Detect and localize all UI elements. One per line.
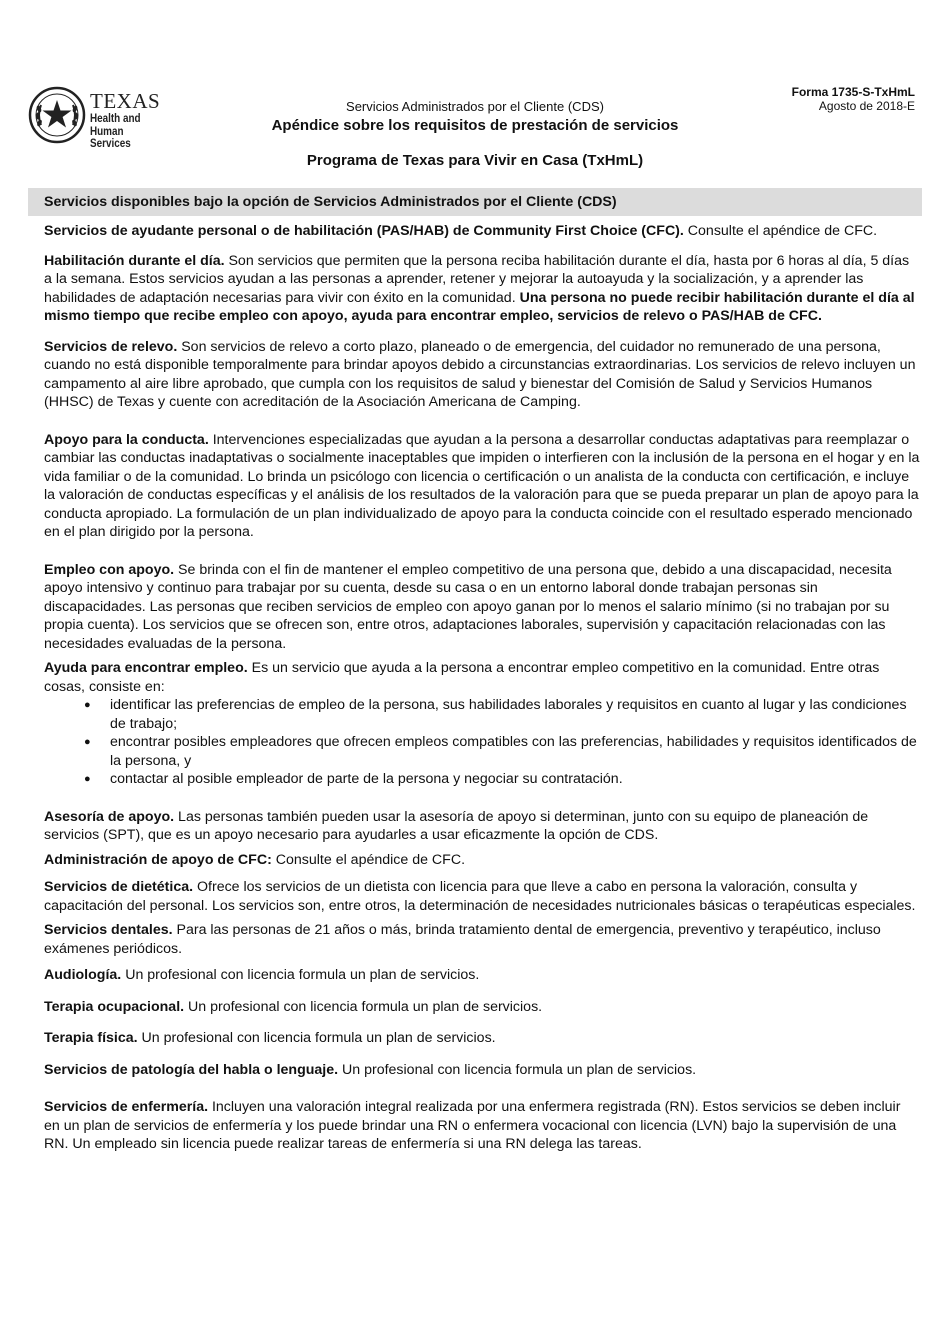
logo-wordmark: TEXAS (90, 89, 161, 113)
list-item: ● contactar al posible empleador de parte de la persona y negociar su contratación. (44, 770, 920, 789)
section-physical-therapy-title: Terapia física. (44, 1030, 138, 1046)
section-dental-title: Servicios dentales. (44, 922, 173, 938)
section-pas (44, 222, 920, 241)
section-audiology-text: Un profesional con licencia formula un plan de servicios. (121, 967, 480, 983)
form-number: Forma 1735-S-TxHmL (791, 85, 915, 99)
section-respite-text: Son servicios de relevo a corto plazo, planeado o de emergencia, del cuidador no remunerado de una persona, cuando no está disponible temporalmente para brindar apoyos debido a circunstancias extraordinarias. Los servicios de relevo incluyen un campamento al aire libre aprobado, que cumpla con los requisitos de salud y bienestar del Comisión de Salud y Servicios Humanos (HHSC) de Texas y cuente con acreditación de la Asociación Americana de Camping. (44, 338, 916, 410)
page-subtitle: Programa de Texas para Vivir en Casa (TxHmL) (306, 152, 644, 169)
section-supported-employment (44, 561, 920, 654)
section-cfc-admin (44, 851, 920, 870)
section-respite (44, 338, 920, 412)
section-occupational-therapy-title: Terapia ocupacional. (44, 998, 185, 1015)
section-speech-pathology-title: Servicios de patología del habla o lenguaje. (44, 1061, 339, 1078)
section-support-advisor (44, 808, 920, 845)
form-date: Agosto de 2018-E (818, 99, 915, 113)
section-supported-employment-text: Se brinda con el fin de mantener el empleo competitivo de una persona que, debido a una discapacidad, necesita apoyo intensivo y continuo para trabajar por su cuenta, desde su casa o en un entorno laboral donde trabajan personas sin discapacidades. Las personas que reciben servicios de empleo con apoyo ganan por lo menos el salario mínimo (si no trabajan por su propia cuenta). Los servicios que se ofrecen son, entre otros, adaptaciones laborales, supervisión y capacitación relacionadas con las necesidades evaluadas de la persona. (44, 561, 892, 652)
section-day-habilitation-title: Habilitación durante el día. (44, 252, 225, 269)
section-employment-assistance-title: Ayuda para encontrar empleo. (44, 660, 248, 676)
texas-seal-icon (28, 85, 86, 145)
page-title: Apéndice sobre los requisitos de prestación de servicios (271, 117, 679, 134)
section-supported-employment-title: Empleo con apoyo. (44, 561, 175, 578)
section-cfc-admin-text: Consulte el apéndice de CFC. (271, 851, 466, 868)
section-employment-assistance (44, 659, 920, 696)
texas-hhs-logo (28, 85, 188, 150)
section-physical-therapy (44, 1029, 920, 1048)
list-item: ● encontrar posibles empleadores que ofrecen empleos compatibles con las preferencias, habilidades y requisitos identificados de la persona, y (44, 733, 920, 770)
section-day-habilitation (44, 252, 920, 326)
section-speech-pathology-text: Un profesional con licencia formula un plan de servicios. (338, 1061, 697, 1078)
section-behavior-support-title: Apoyo para la conducta. (44, 431, 209, 448)
section-dietary-title: Servicios de dietética. (44, 879, 194, 895)
document-body (44, 222, 920, 1154)
section-nursing (44, 1098, 920, 1154)
header-program-line: Servicios Administrados por el Cliente (CDS) (346, 99, 604, 114)
section-nursing-title: Servicios de enfermería. (44, 1099, 209, 1115)
section-audiology (44, 966, 920, 985)
section-support-advisor-title: Asesoría de apoyo. (44, 808, 175, 825)
section-nursing-text: Incluyen una valoración integral realizada por una enfermera registrada (RN). Estos servicios se deben incluir en un plan de servicios de enfermería y los puede brindar una RN o enfermera vocacional con licencia (LVN) bajo la supervisión de una RN. Un empleado sin licencia puede realizar tareas de enfermería si una RN delega las tareas. (44, 1099, 901, 1152)
section-day-habilitation-note: Una persona no puede recibir habilitación durante el día al mismo tiempo que recibe empleo con apoyo, ayuda para encontrar empleo, servicios de relevo o PAS/HAB de CFC. (44, 289, 915, 324)
section-physical-therapy-text: Un profesional con licencia formula un plan de servicios. (137, 1030, 496, 1046)
section-respite-title: Servicios de relevo. (44, 338, 178, 355)
section-banner (28, 188, 922, 216)
section-day-habilitation-text: Son servicios que permiten que la persona reciba habilitación durante el día, hasta por 6 horas al día, 5 días a la semana. Estos servicios ayudan a las personas a aprender, retener y mejorar la autoayuda y la socialización, y a aprender las habilidades de adaptación necesarias para vivir con éxito en la comunidad. (44, 252, 910, 306)
section-employment-assistance-text: Es un servicio que ayuda a la persona a encontrar empleo competitivo en la comunidad. Entre otras cosas, consiste en: (44, 660, 880, 695)
list-item: ● identificar las preferencias de empleo de la persona, sus habilidades laborales y requisitos en cuanto al lugar y las condiciones de trabajo; (44, 696, 920, 733)
section-pas-title: Servicios de ayudante personal o de habilitación (PAS/HAB) de Community First Choice (CFC). (44, 223, 684, 239)
section-behavior-support (44, 431, 920, 542)
section-pas-text: Consulte el apéndice de CFC. (683, 223, 878, 239)
section-cfc-admin-title: Administración de apoyo de CFC: (44, 851, 272, 868)
section-banner-text: Servicios disponibles bajo la opción de Servicios Administrados por el Cliente (CDS) (44, 194, 617, 210)
section-dietary-text: Ofrece los servicios de un dietista con licencia para que lleve a cabo en persona la valoración, consulta y capacitación del personal. Los servicios son, entre otros, la determinación de necesidades nutricionales básicas o terapéuticas especiales. (44, 879, 916, 914)
section-dental (44, 921, 920, 958)
section-dietary (44, 878, 920, 915)
logo-subtitle-line1: Health and Human (90, 113, 141, 138)
section-support-advisor-text: Las personas también pueden usar la asesoría de apoyo si determinan, junto con su equipo de planeación de servicios (SPT), que es un apoyo necesario para ayudarles a usar eficazmente la opción de CDS. (44, 808, 869, 843)
section-audiology-title: Audiología. (44, 967, 122, 983)
employment-assistance-list (44, 696, 920, 789)
section-dental-text: Para las personas de 21 años o más, brinda tratamiento dental de emergencia, preventivo y terapéutico, incluso exámenes periódicos. (44, 922, 881, 957)
logo-subtitle-line2: Services (90, 138, 131, 150)
section-occupational-therapy (44, 998, 920, 1017)
section-behavior-support-text: Intervenciones especializadas que ayudan a la persona a desarrollar conductas adaptativas para reemplazar o cambiar las conductas inadaptativas o socialmente inaceptables que impiden o interfieren con la inclusión de la persona en el hogar y en la vida familiar o de la comunidad. Lo brinda un psicólogo con licencia o certificación o un analista de la conducta con certificación, e incluye la valoración de conductas específicas y el análisis de los resultados de la valoración para que se pueda preparar un plan de apoyo para la conducta apropiado. La formulación de un plan individualizado de apoyo para la conducta coincide con el resultado esperado mencionado en el plan dirigido por la persona. (44, 431, 920, 540)
section-speech-pathology (44, 1061, 920, 1080)
section-occupational-therapy-text: Un profesional con licencia formula un plan de servicios. (184, 998, 543, 1015)
